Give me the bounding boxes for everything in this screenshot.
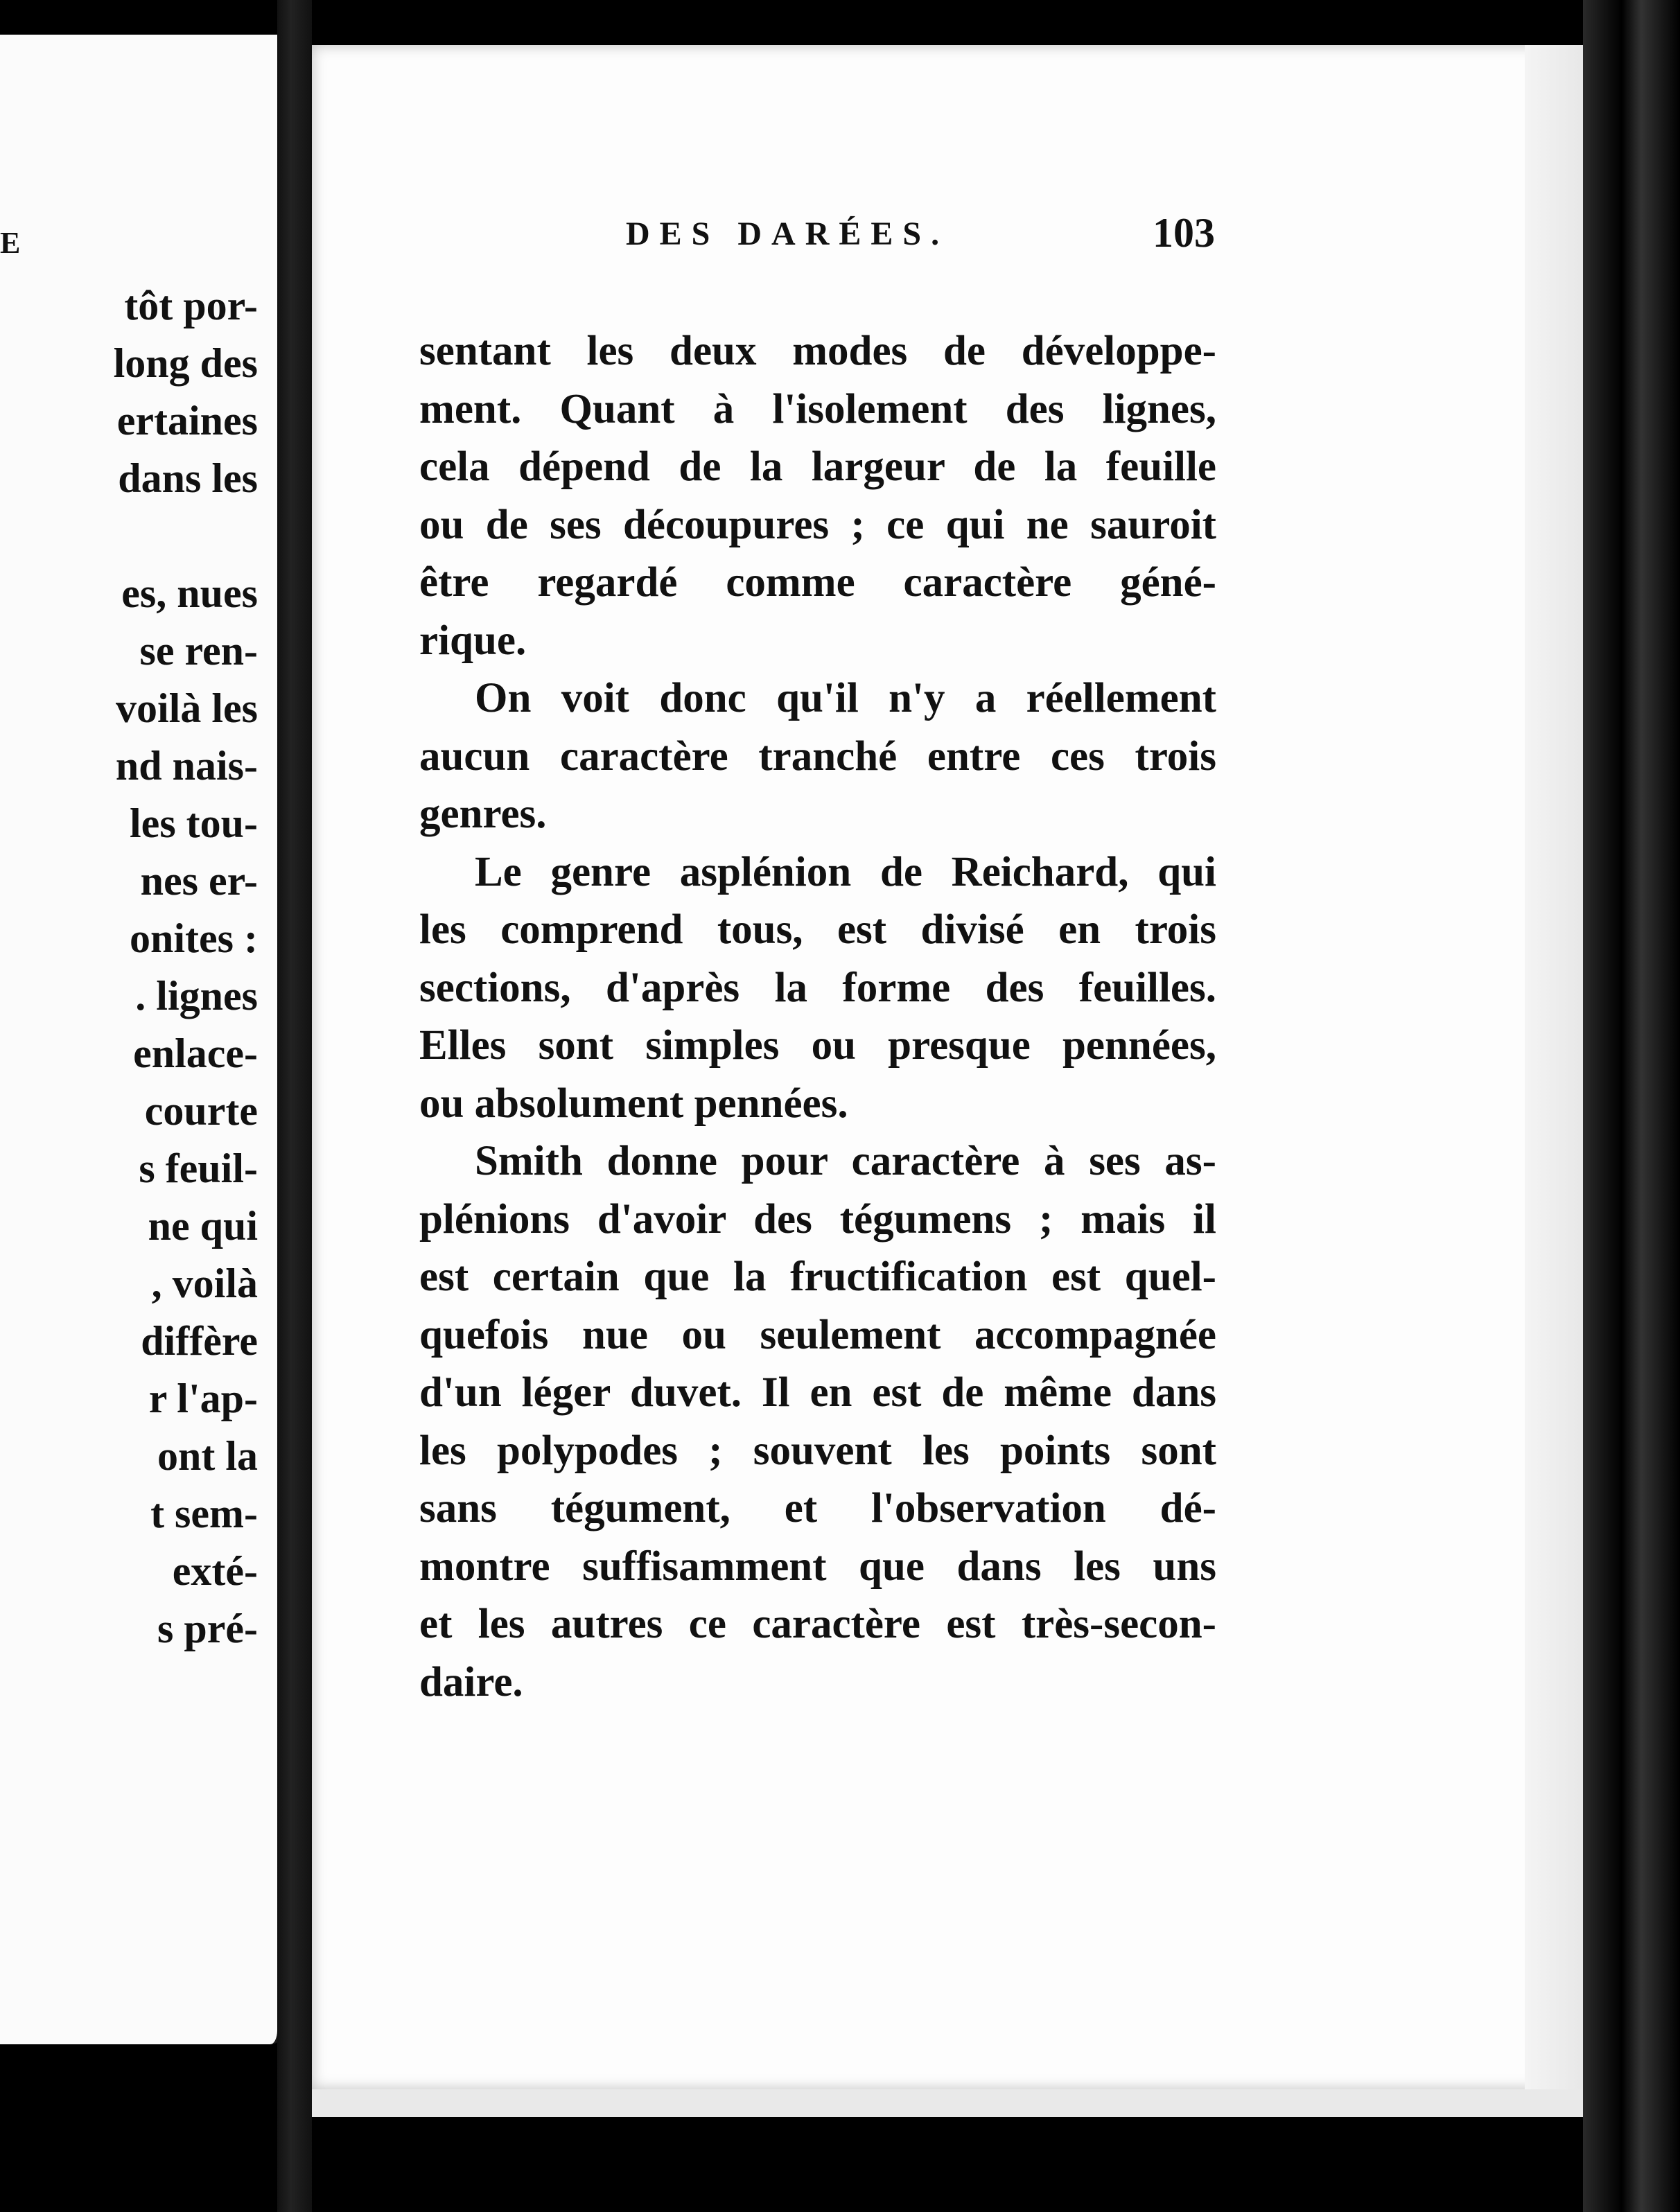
text-line: sans tégument, et l'observation dé- bbox=[419, 1485, 1216, 1531]
running-head bbox=[314, 210, 1215, 270]
paragraph bbox=[419, 322, 1216, 669]
paragraph bbox=[419, 669, 1216, 843]
text-line: daire. bbox=[419, 1658, 523, 1705]
left-page-line: . lignes bbox=[135, 973, 258, 1019]
text-line: les polypodes ; souvent les points sont bbox=[419, 1427, 1216, 1474]
text-line: montre suffisamment que dans les uns bbox=[419, 1543, 1216, 1590]
left-page-line: ne qui bbox=[148, 1203, 258, 1249]
left-page-line: diffère bbox=[141, 1318, 258, 1364]
left-page-line: se ren- bbox=[139, 628, 258, 674]
text-line: les comprend tous, est divisé en trois bbox=[419, 906, 1216, 953]
text-line: et les autres ce caractère est très-secon- bbox=[419, 1601, 1216, 1647]
left-page-line: exté- bbox=[172, 1548, 258, 1594]
text-line: ment. Quant à l'isolement des lignes, bbox=[419, 385, 1216, 432]
left-page-line: t sem- bbox=[150, 1491, 258, 1536]
left-page-line: nes er- bbox=[140, 858, 258, 904]
text-line: plénions d'avoir des tégumens ; mais il bbox=[419, 1195, 1216, 1243]
left-page-line bbox=[0, 507, 258, 565]
left-page-line: s pré- bbox=[157, 1606, 258, 1651]
text-line: d'un léger duvet. Il en est de même dans bbox=[419, 1369, 1216, 1416]
left-page-line: r l'ap- bbox=[148, 1376, 258, 1421]
running-title: DES DARÉES. bbox=[626, 216, 950, 252]
left-running-head-fragment: E bbox=[0, 226, 24, 260]
text-line: sections, d'après la forme des feuilles. bbox=[419, 964, 1216, 1011]
body-text bbox=[419, 322, 1216, 1711]
left-page-line: dans les bbox=[118, 455, 258, 501]
left-page-line: s feuil- bbox=[139, 1146, 258, 1191]
text-line: genres. bbox=[419, 791, 547, 837]
left-page-line: les tou- bbox=[130, 800, 258, 846]
left-page-line: nd nais- bbox=[115, 743, 258, 789]
book-fore-edge bbox=[1583, 0, 1680, 2212]
left-page-line: courte bbox=[144, 1088, 258, 1134]
text-line: cela dépend de la largeur de la feuille bbox=[419, 444, 1216, 490]
text-line: sentant les deux modes de développe- bbox=[419, 328, 1216, 374]
text-line: Le genre asplénion de Reichard, qui bbox=[475, 848, 1216, 895]
left-page-line: , voilà bbox=[151, 1261, 258, 1306]
text-line: ou absolument pennées. bbox=[419, 1080, 848, 1127]
left-page-text-lines bbox=[0, 277, 258, 1658]
left-page-line: voilà les bbox=[116, 685, 258, 731]
text-line: aucun caractère tranché entre ces trois bbox=[419, 732, 1216, 780]
left-page-line: ertaines bbox=[116, 398, 258, 444]
text-line: Elles sont simples ou presque pennées, bbox=[419, 1022, 1216, 1069]
left-page-line: onites : bbox=[130, 915, 258, 961]
text-line: être regardé comme caractère géné- bbox=[419, 559, 1216, 606]
text-line: quefois nue ou seulement accompagnée bbox=[419, 1311, 1216, 1358]
book-gutter bbox=[277, 0, 312, 2212]
text-line: On voit donc qu'il n'y a réellement bbox=[475, 675, 1216, 721]
paragraph bbox=[419, 843, 1216, 1133]
paragraph bbox=[419, 1132, 1216, 1711]
left-page-line: enlace- bbox=[133, 1030, 258, 1076]
left-page-line: es, nues bbox=[121, 570, 258, 616]
text-line: ou de ses découpures ; ce qui ne sauroit bbox=[419, 501, 1216, 548]
text-line: rique. bbox=[419, 617, 527, 664]
left-page-line: tôt por- bbox=[124, 283, 258, 328]
text-line: est certain que la fructification est quel- bbox=[419, 1254, 1216, 1300]
left-facing-page bbox=[0, 35, 284, 2044]
left-page-line: long des bbox=[113, 340, 258, 386]
page-number: 103 bbox=[1153, 210, 1215, 256]
text-line: Smith donne pour caractère à ses as- bbox=[475, 1138, 1216, 1184]
left-page-line: ont la bbox=[157, 1433, 258, 1479]
